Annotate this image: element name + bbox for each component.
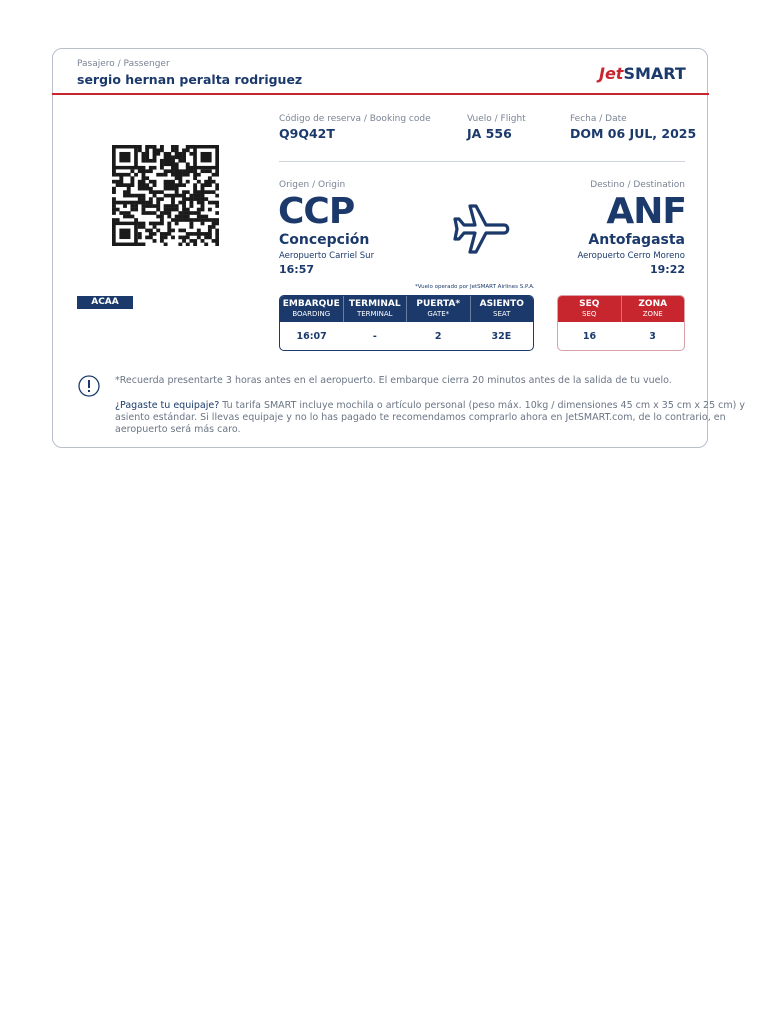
boarding-time: 16:07: [296, 330, 327, 342]
info-icon: [78, 375, 100, 397]
destination-code: ANF: [606, 191, 686, 232]
qr-code-icon: [112, 145, 219, 246]
logo-smart: SMART: [623, 64, 686, 83]
flight-number: JA 556: [467, 126, 512, 141]
baggage-line-3: aeropuerto será más caro.: [115, 424, 241, 435]
info-divider: [279, 161, 685, 162]
seq-zone-table: [557, 295, 685, 351]
baggage-note: [115, 400, 745, 436]
acaa-badge: ACAA: [77, 296, 133, 309]
origin-code: CCP: [278, 191, 355, 232]
booking-code: Q9Q42T: [279, 126, 335, 141]
operated-by-note: *Vuelo operado por JetSMART Airlines S.P.A.: [415, 284, 535, 290]
date-label: Fecha / Date: [570, 114, 627, 124]
origin-airport: Aeropuerto Carriel Sur: [279, 251, 375, 261]
header-boarding: EMBARQUE BOARDING: [280, 296, 344, 322]
boarding-table-values: [280, 322, 533, 350]
reminder-note: *Recuerda presentarte 3 horas antes en el aeropuerto. El embarque cierra 20 minutos antes de la salida de tu vuelo.: [115, 375, 672, 386]
seq-table-values: [558, 322, 684, 350]
header-terminal: TERMINAL TERMINAL: [344, 296, 408, 322]
airplane-icon: [451, 202, 511, 257]
departure-time: 16:57: [279, 263, 315, 276]
header-zone: ZONA ZONE: [638, 299, 668, 318]
header-seq: SEQ SEQ: [558, 296, 622, 322]
baggage-line-2: asiento estándar. Si llevas equipaje y no lo has pagado te recomendamos comprarlo ahora en JetSMART.com, de lo contrario, en: [115, 412, 726, 423]
origin-label: Origen / Origin: [279, 180, 346, 190]
arrival-time: 19:22: [649, 263, 685, 276]
destination-airport: Aeropuerto Cerro Moreno: [577, 251, 685, 261]
seat-value: 32E: [491, 330, 512, 342]
logo-jet: Jet: [599, 64, 624, 83]
origin-city: Concepción: [279, 232, 370, 248]
boarding-table-header: [280, 296, 533, 322]
passenger-name: sergio hernan peralta rodriguez: [77, 72, 303, 87]
header-gate: PUERTA* GATE*: [407, 296, 471, 322]
flight-date: DOM 06 JUL, 2025: [570, 126, 697, 141]
destination-label: Destino / Destination: [590, 180, 685, 190]
flight-label: Vuelo / Flight: [467, 114, 526, 124]
booking-code-label: Código de reserva / Booking code: [279, 114, 431, 124]
seq-table-header: [558, 296, 684, 322]
zone-value: 3: [649, 330, 656, 342]
destination-city: Antofagasta: [588, 232, 685, 248]
seq-value: 16: [582, 330, 597, 342]
boarding-pass-card: [52, 48, 726, 448]
terminal-value: -: [372, 330, 377, 342]
header-seat: ASIENTO SEAT: [479, 299, 524, 318]
gate-value: 2: [434, 330, 442, 342]
jetsmart-logo: [599, 64, 686, 83]
header-divider: [52, 93, 709, 95]
baggage-question: ¿Pagaste tu equipaje?: [115, 400, 220, 411]
boarding-table: [279, 295, 534, 351]
passenger-label: Pasajero / Passenger: [77, 59, 170, 69]
baggage-line-1: Tu tarifa SMART incluye mochila o artículo personal (peso máx. 10kg / dimensiones 45 cm x 35 cm x 25 cm) y: [219, 400, 745, 411]
